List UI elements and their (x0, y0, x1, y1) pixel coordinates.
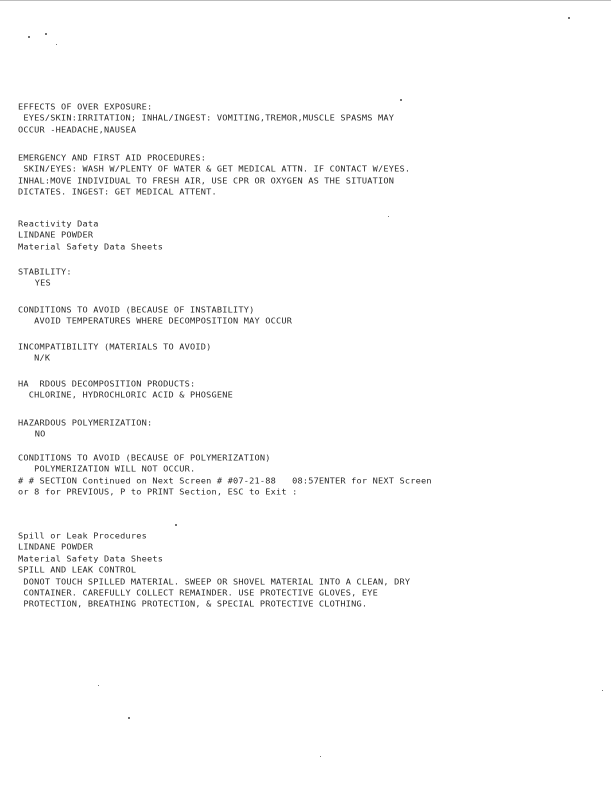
section-text: PROTECTION, BREATHING PROTECTION, & SPECIAL PROTECTIVE CLOTHING. (18, 600, 368, 610)
scan-speck (175, 524, 177, 526)
section-value: N/K (18, 354, 51, 364)
scan-speck (45, 33, 47, 35)
scan-speck (98, 685, 99, 686)
scan-speck (400, 99, 402, 101)
section-heading: Spill or Leak Procedures (18, 532, 147, 542)
scan-speck (28, 36, 30, 38)
document-title: Material Safety Data Sheets (18, 242, 164, 253)
section-heading: EFFECTS OF OVER EXPOSURE: (18, 103, 153, 113)
section-heading: CONDITIONS TO AVOID (BECAUSE OF POLYMERIZATION) (18, 454, 271, 464)
scan-speck (602, 690, 603, 691)
section-heading: Reactivity Data (18, 220, 99, 230)
scan-speck (388, 216, 389, 217)
scan-speck (128, 717, 130, 719)
polymerization-section (18, 419, 603, 442)
document-title: Material Safety Data Sheets (18, 554, 164, 565)
section-text: DONOT TOUCH SPILLED MATERIAL. SWEEP OR SHOVEL MATERIAL INTO A CLEAN, DRY (18, 577, 411, 587)
section-heading: CONDITIONS TO AVOID (BECAUSE OF INSTABILITY) (18, 306, 255, 316)
section-heading: EMERGENCY AND FIRST AID PROCEDURES: (18, 154, 207, 164)
product-name: LINDANE POWDER (18, 231, 94, 241)
section-text: EYES/SKIN:IRRITATION; INHAL/INGEST: VOMITING,TREMOR,MUSCLE SPASMS MAY (18, 114, 395, 124)
first-aid-section (18, 154, 603, 200)
product-name: LINDANE POWDER (18, 543, 94, 553)
decomposition-section (18, 380, 603, 403)
section-value: NO (24, 430, 46, 440)
section-text: OCCUR -HEADACHE,NAUSEA (18, 125, 137, 136)
section-heading: HA RDOUS DECOMPOSITION PRODUCTS: (18, 380, 196, 390)
section-text: POLYMERIZATION WILL NOT OCCUR. (18, 465, 196, 475)
section-heading: SPILL AND LEAK CONTROL (18, 566, 137, 576)
section-text: SKIN/EYES: WASH W/PLENTY OF WATER & GET MEDICAL ATTN. IF CONTACT W/EYES. (18, 165, 411, 175)
reactivity-header (18, 220, 603, 254)
conditions-polymerization-section (18, 454, 603, 500)
incompatibility-section (18, 343, 603, 366)
scan-speck (568, 17, 570, 19)
conditions-instability-section (18, 306, 603, 329)
section-heading: HAZARDOUS POLYMERIZATION: (18, 419, 153, 429)
screen-navigation-prompt: # # SECTION Continued on Next Screen # #07-21-88 08:57ENTER for NEXT Screen (18, 476, 432, 487)
section-heading: STABILITY: (18, 268, 72, 278)
section-heading: INCOMPATIBILITY (MATERIALS TO AVOID) (18, 343, 212, 353)
section-value: YES (24, 279, 51, 289)
scan-speck (56, 44, 57, 45)
effects-section (18, 103, 603, 137)
scan-top-edge (0, 0, 611, 1)
section-text: CHLORINE, HYDROCHLORIC ACID & PHOSGENE (18, 391, 233, 401)
stability-section (18, 268, 603, 291)
spill-section (18, 532, 603, 612)
section-text: AVOID TEMPERATURES WHERE DECOMPOSITION MAY OCCUR (18, 317, 293, 327)
section-text: DICTATES. INGEST: GET MEDICAL ATTENT. (18, 188, 217, 198)
scan-speck (320, 756, 321, 757)
screen-navigation-prompt: or 8 for PREVIOUS, P to PRINT Section, ESC to Exit : (18, 488, 298, 498)
section-text: INHAL:MOVE INDIVIDUAL TO FRESH AIR, USE CPR OR OXYGEN AS THE SITUATION (18, 176, 395, 187)
section-text: CONTAINER. CAREFULLY COLLECT REMAINDER. USE PROTECTIVE GLOVES, EYE (18, 589, 379, 599)
